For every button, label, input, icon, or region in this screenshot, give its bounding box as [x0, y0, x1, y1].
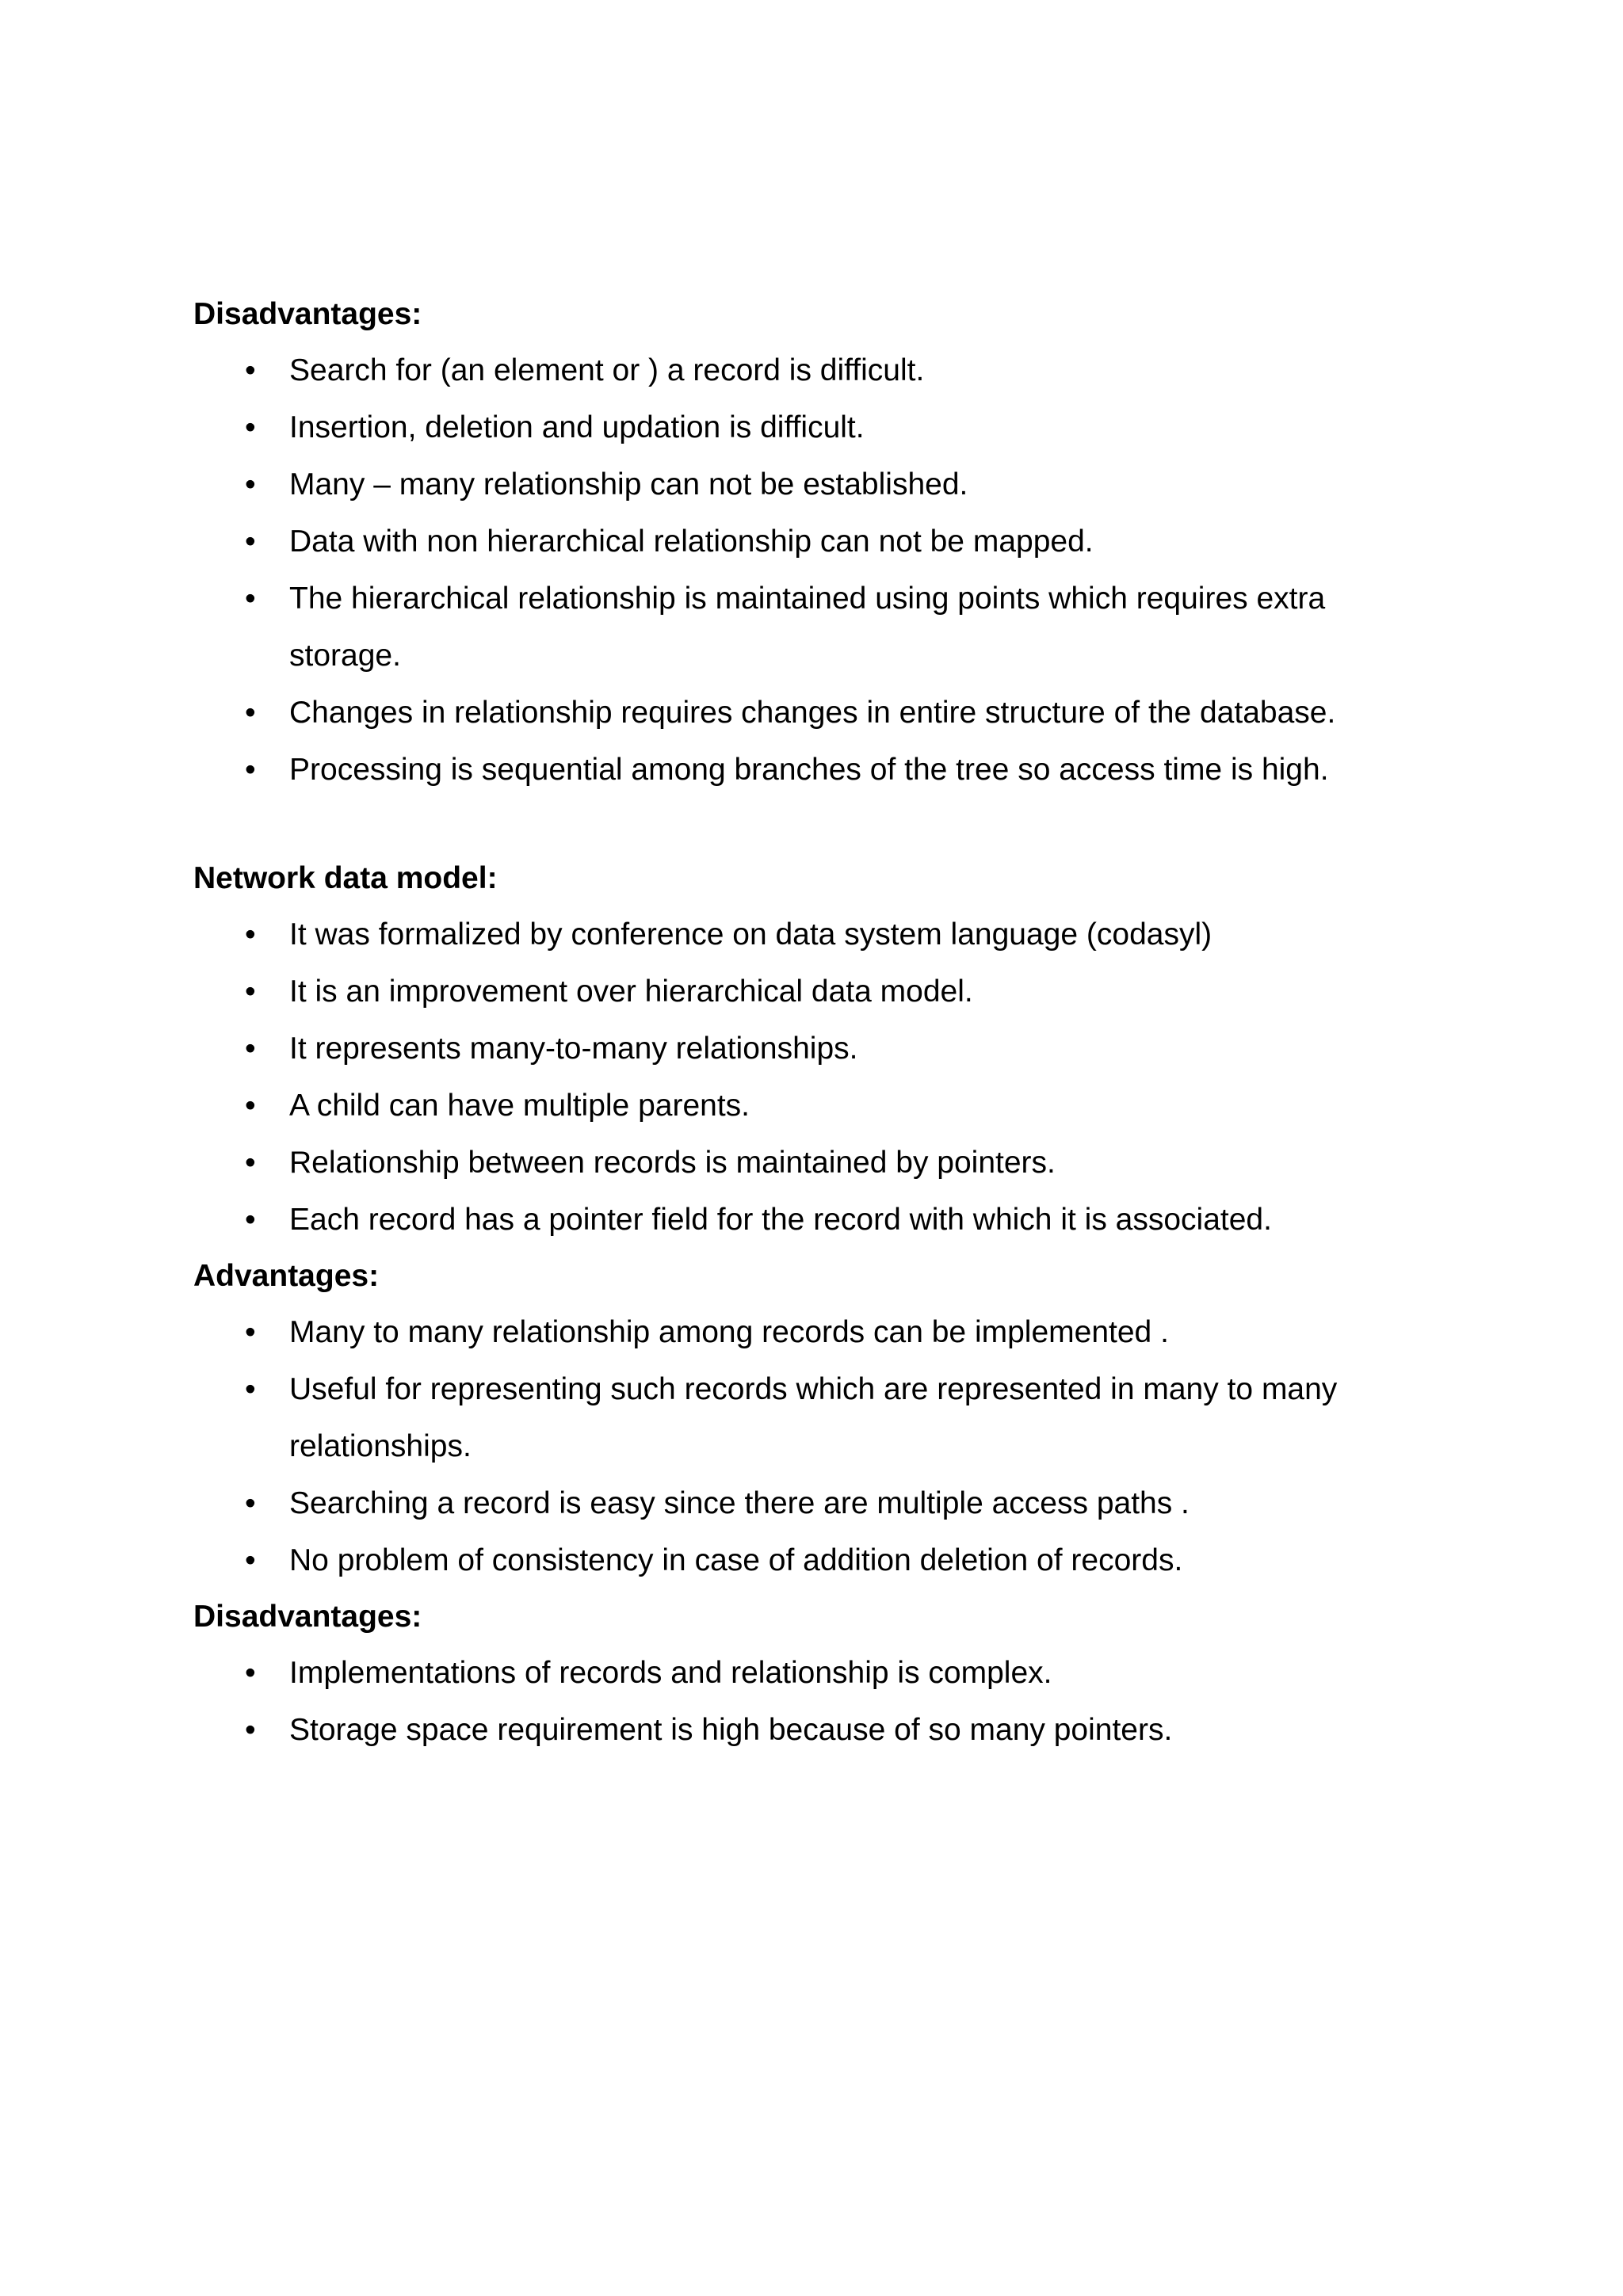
list-item — [193, 1020, 1430, 1077]
bullet-icon: • — [245, 1543, 256, 1577]
section-heading: Disadvantages: — [193, 1600, 422, 1634]
list-item-text: Searching a record is easy since there are multiple access paths . — [289, 1486, 1190, 1520]
bullet-icon: • — [245, 1713, 256, 1747]
bullet-icon: • — [245, 1032, 256, 1066]
document-content — [193, 287, 1430, 1759]
list-item — [193, 1645, 1430, 1702]
list-item-text: Many – many relationship can not be established. — [289, 467, 968, 502]
list-item-text: Processing is sequential among branches of the tree so access time is high. — [289, 753, 1329, 787]
list-item-text: It was formalized by conference on data system language (codasyl) — [289, 917, 1212, 952]
bullet-icon: • — [245, 353, 256, 387]
bullet-icon: • — [245, 410, 256, 444]
list-item — [193, 1532, 1430, 1589]
list-item — [193, 1475, 1430, 1532]
list-item — [193, 742, 1430, 799]
bullet-list — [193, 1645, 1430, 1759]
list-item — [193, 1361, 1430, 1475]
list-item-text: Storage space requirement is high because of so many pointers. — [289, 1713, 1173, 1747]
list-item-text: Each record has a pointer field for the record with which it is associated. — [289, 1203, 1272, 1237]
list-item — [193, 1192, 1430, 1249]
list-item-text: The hierarchical relationship is maintained using points which requires extra storage. — [289, 582, 1326, 673]
section-heading: Disadvantages: — [193, 297, 422, 331]
bullet-icon: • — [245, 467, 256, 502]
section-heading: Advantages: — [193, 1259, 380, 1293]
list-item-text: Search for (an element or ) a record is difficult. — [289, 353, 925, 387]
bullet-icon: • — [245, 1146, 256, 1180]
list-item-text: Useful for representing such records which are represented in many to many relationships. — [289, 1372, 1338, 1463]
list-item — [193, 513, 1430, 570]
list-item-text: Relationship between records is maintained by pointers. — [289, 1146, 1056, 1180]
list-item-text: Changes in relationship requires changes in entire structure of the database. — [289, 696, 1336, 730]
list-item-text: Implementations of records and relationship is complex. — [289, 1656, 1052, 1690]
section-hierarchical-disadvantages — [193, 287, 1430, 799]
bullet-icon: • — [245, 753, 256, 787]
list-item — [193, 1702, 1430, 1759]
list-item — [193, 399, 1430, 456]
bullet-icon: • — [245, 1486, 256, 1520]
section-heading: Network data model: — [193, 861, 498, 895]
bullet-list — [193, 906, 1430, 1249]
bullet-icon: • — [245, 696, 256, 730]
list-item-text: Many to many relationship among records can be implemented . — [289, 1315, 1169, 1349]
list-item — [193, 1077, 1430, 1135]
bullet-list — [193, 1304, 1430, 1589]
section-network-data-model — [193, 851, 1430, 1249]
bullet-icon: • — [245, 1372, 256, 1406]
list-item — [193, 342, 1430, 399]
section-network-disadvantages — [193, 1589, 1430, 1759]
bullet-icon: • — [245, 1089, 256, 1123]
bullet-icon: • — [245, 1656, 256, 1690]
section-network-advantages — [193, 1249, 1430, 1589]
section-spacer — [193, 799, 1430, 851]
list-item — [193, 1135, 1430, 1192]
list-item — [193, 570, 1430, 685]
list-item-text: Data with non hierarchical relationship can not be mapped. — [289, 524, 1094, 559]
list-item-text: Insertion, deletion and updation is difficult. — [289, 410, 865, 444]
list-item — [193, 963, 1430, 1020]
list-item — [193, 685, 1430, 742]
bullet-icon: • — [245, 524, 256, 559]
list-item-text: It is an improvement over hierarchical data model. — [289, 974, 973, 1009]
bullet-list — [193, 342, 1430, 799]
list-item — [193, 456, 1430, 513]
list-item — [193, 906, 1430, 963]
list-item-text: A child can have multiple parents. — [289, 1089, 750, 1123]
list-item — [193, 1304, 1430, 1361]
bullet-icon: • — [245, 1203, 256, 1237]
bullet-icon: • — [245, 917, 256, 952]
bullet-icon: • — [245, 974, 256, 1009]
list-item-text: It represents many-to-many relationships. — [289, 1032, 858, 1066]
list-item-text: No problem of consistency in case of addition deletion of records. — [289, 1543, 1183, 1577]
bullet-icon: • — [245, 1315, 256, 1349]
bullet-icon: • — [245, 582, 256, 616]
